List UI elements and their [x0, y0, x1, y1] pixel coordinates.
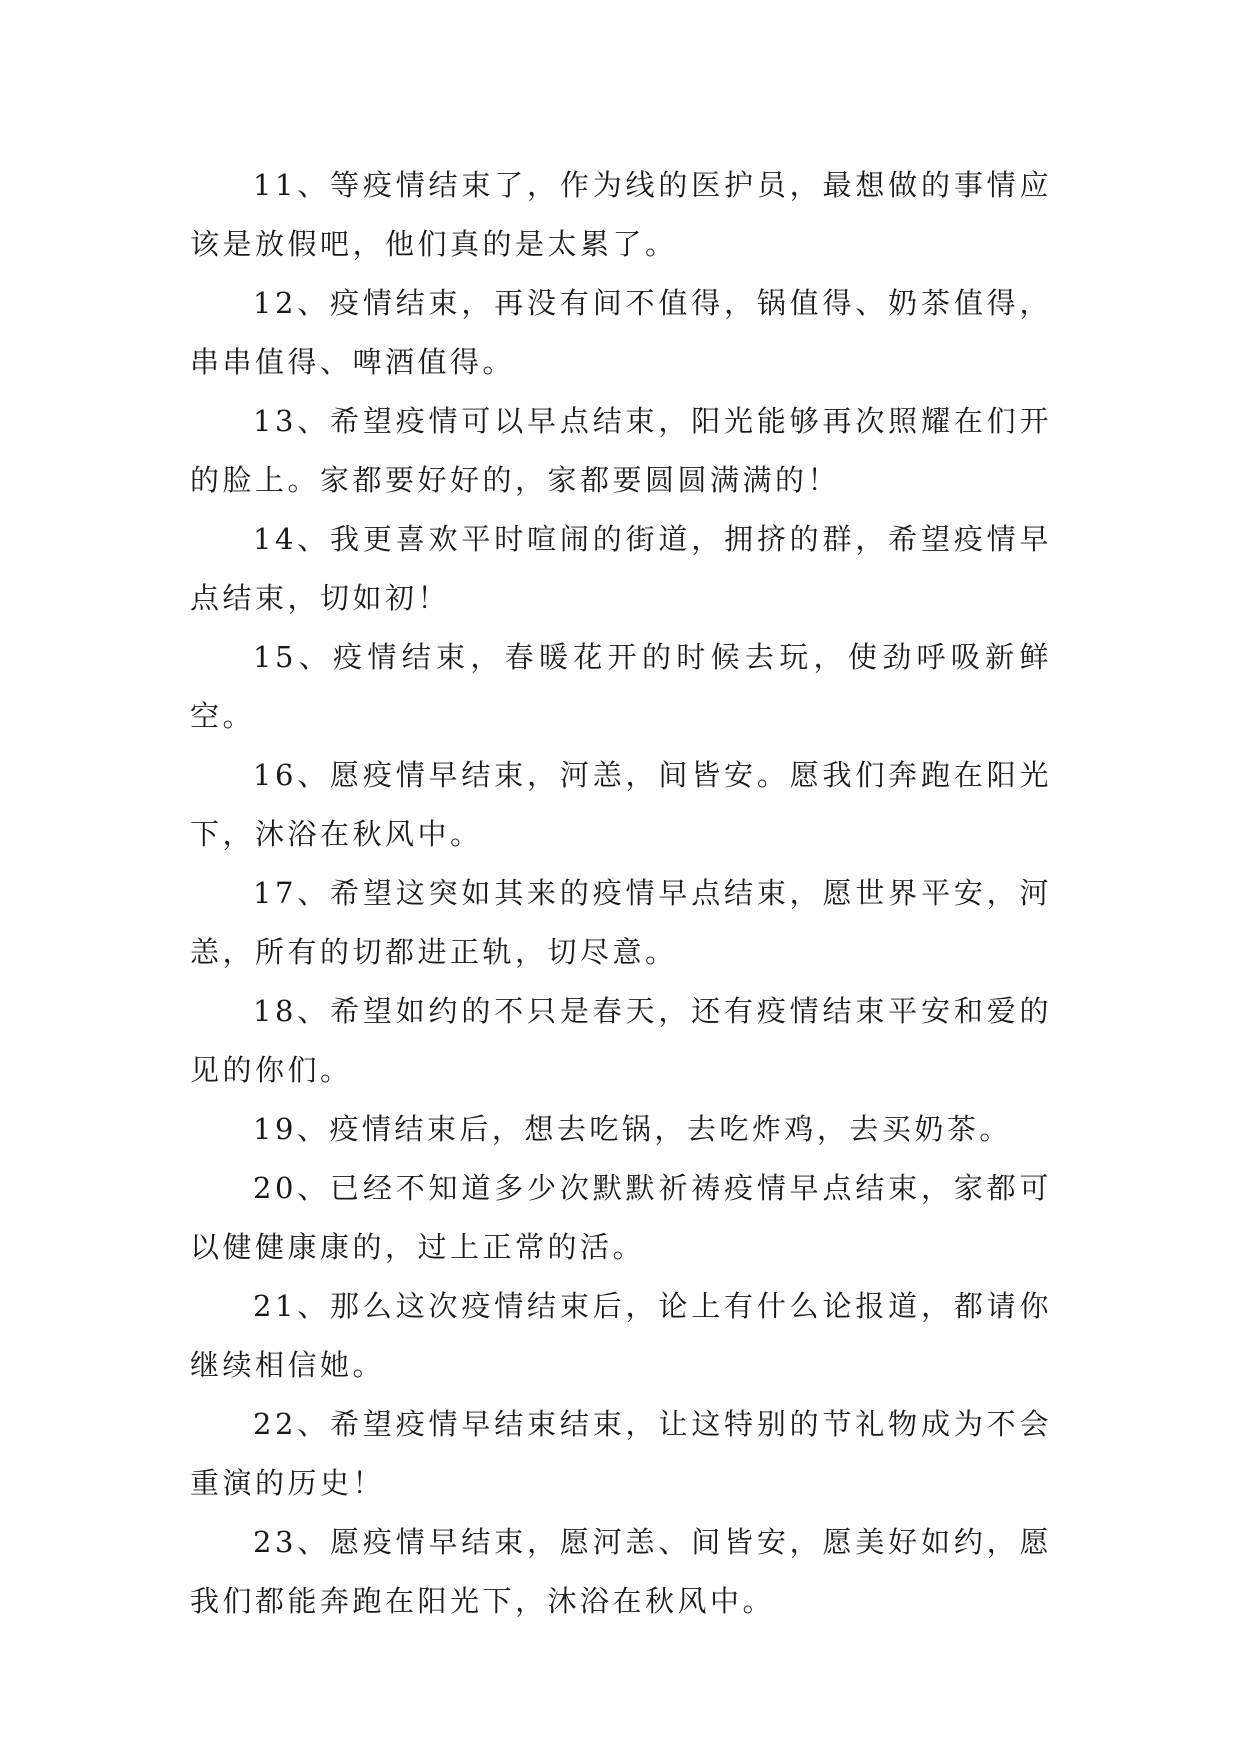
paragraph-23: 23、愿疫情早结束，愿河恙、间皆安，愿美好如约，愿我们都能奔跑在阳光下，沐浴在秋风中。: [190, 1525, 1052, 1618]
paragraph-13: 13、希望疫情可以早点结束，阳光能够再次照耀在们开的脸上。家都要好好的，家都要圆圆满满的！: [190, 404, 1052, 497]
paragraph-14: 14、我更喜欢平时喧闹的街道，拥挤的群，希望疫情早点结束，切如初！: [190, 522, 1052, 615]
paragraph-21: 21、那么这次疫情结束后，论上有什么论报道，都请你继续相信她。: [190, 1289, 1052, 1382]
document-body: [190, 156, 1052, 1631]
paragraph-20: 20、已经不知道多少次默默祈祷疫情早点结束，家都可以健健康康的，过上正常的活。: [190, 1171, 1052, 1264]
paragraph-18: 18、希望如约的不只是春天，还有疫情结束平安和爱的见的你们。: [190, 994, 1052, 1087]
paragraph-15: 15、疫情结束，春暖花开的时候去玩，使劲呼吸新鲜空。: [190, 640, 1052, 733]
paragraph-16: 16、愿疫情早结束，河恙，间皆安。愿我们奔跑在阳光下，沐浴在秋风中。: [190, 758, 1052, 851]
paragraph-17: 17、希望这突如其来的疫情早点结束，愿世界平安，河恙，所有的切都进正轨，切尽意。: [190, 876, 1052, 969]
paragraph-11: 11、等疫情结束了，作为线的医护员，最想做的事情应该是放假吧，他们真的是太累了。: [190, 168, 1052, 261]
paragraph-12: 12、疫情结束，再没有间不值得，锅值得、奶茶值得，串串值得、啤酒值得。: [190, 286, 1052, 379]
paragraph-19: 19、疫情结束后，想去吃锅，去吃炸鸡，去买奶茶。: [253, 1112, 1012, 1146]
paragraph-22: 22、希望疫情早结束结束，让这特别的节礼物成为不会重演的历史！: [190, 1407, 1052, 1500]
